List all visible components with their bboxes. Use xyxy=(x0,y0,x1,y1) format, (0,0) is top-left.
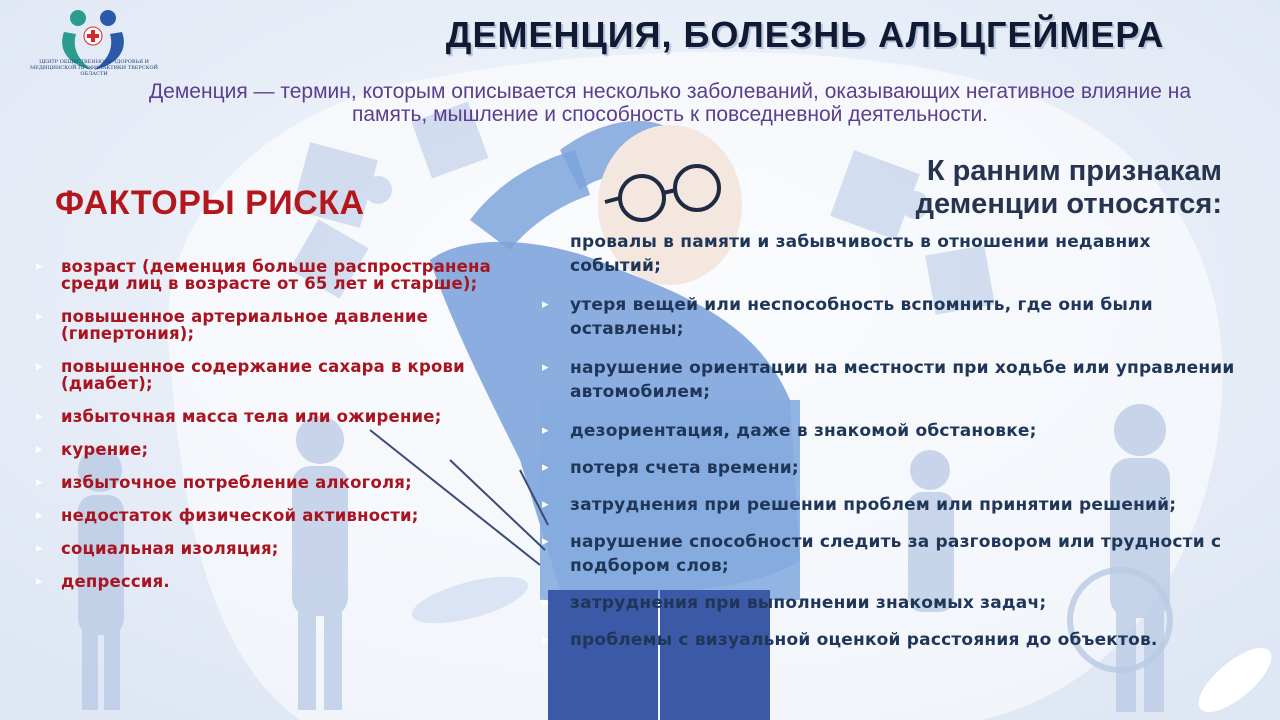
early-signs-heading-line2: деменции относятся: xyxy=(915,188,1222,220)
early-sign-item: ▸ проблемы с визуальной оценкой расстояния до объектов. xyxy=(540,628,1240,652)
risk-factor-item: ▸ повышенное содержание сахара в крови (диабет); xyxy=(36,358,506,392)
early-sign-item: ▸ дезориентация, даже в знакомой обстановке; xyxy=(540,419,1240,443)
logo-caption: ЦЕНТР ОБЩЕСТВЕННОГО ЗДОРОВЬЯ И МЕДИЦИНСКОЙ ПРОФИЛАКТИКИ ТВЕРСКОЙ ОБЛАСТИ xyxy=(30,59,158,77)
early-sign-item: ▸ нарушение ориентации на местности при ходьбе или управлении автомобилем; xyxy=(540,356,1240,404)
early-sign-item: ▸ затруднения при выполнении знакомых задач; xyxy=(540,591,1240,615)
early-signs-list xyxy=(540,230,1240,652)
risk-factor-item: ▸ депрессия. xyxy=(36,573,506,590)
risk-factor-item: ▸ недостаток физической активности; xyxy=(36,507,506,524)
early-sign-item: ▸ провалы в памяти и забывчивость в отношении недавних событий; xyxy=(540,230,1240,278)
page-title: ДЕМЕНЦИЯ, БОЛЕЗНЬ АЛЬЦГЕЙМЕРА xyxy=(445,14,1165,55)
early-sign-item: ▸ утеря вещей или неспособность вспомнить, где они были оставлены; xyxy=(540,293,1240,341)
risk-factor-item: ▸ социальная изоляция; xyxy=(36,540,506,557)
risk-factors-heading: ФАКТОРЫ РИСКА xyxy=(55,184,365,222)
page-subtitle: Деменция — термин, которым описывается несколько заболеваний, оказывающих негативное влияние на память, мышление и способность к повседневной деятельности. xyxy=(148,80,1192,126)
early-sign-item: ▸ затруднения при решении проблем или принятии решений; xyxy=(540,493,1240,517)
early-sign-item: ▸ нарушение способности следить за разговором или трудности с подбором слов; xyxy=(540,530,1240,578)
early-sign-item: ▸ потеря счета времени; xyxy=(540,456,1240,480)
risk-factor-item: ▸ повышенное артериальное давление (гипертония); xyxy=(36,308,506,342)
risk-factors-list xyxy=(36,258,506,590)
risk-factor-item: ▸ курение; xyxy=(36,441,506,458)
risk-factor-item: ▸ возраст (деменция больше распространена среди лиц в возрасте от 65 лет и старше); xyxy=(36,258,506,292)
early-signs-heading xyxy=(916,155,1222,221)
early-signs-heading-line1: К ранним признакам xyxy=(926,155,1222,187)
risk-factor-item: ▸ избыточное потребление алкоголя; xyxy=(36,474,506,491)
risk-factor-item: ▸ избыточная масса тела или ожирение; xyxy=(36,408,506,425)
